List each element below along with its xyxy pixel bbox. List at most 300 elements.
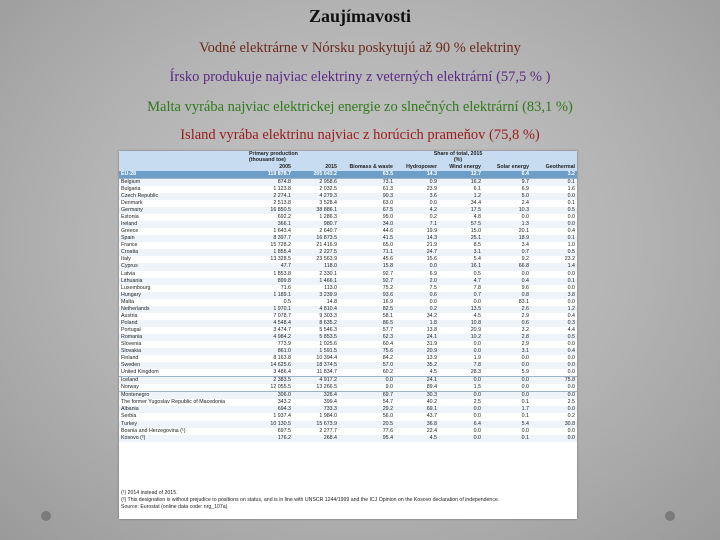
table-row xyxy=(119,435,577,442)
table-row xyxy=(119,399,577,406)
value-cell: 980.7 xyxy=(293,221,339,228)
column-header: 2005 xyxy=(247,164,293,171)
fact-iceland: Island vyrába elektrinu najviac z horúcich prameňov (75,8 %) xyxy=(180,127,540,143)
value-cell: 13 266.5 xyxy=(316,384,338,391)
value-cell: 4.8 xyxy=(473,214,482,221)
value-cell: 1 643.4 xyxy=(273,228,291,235)
table-row xyxy=(119,299,577,306)
country-cell: Finland xyxy=(121,355,139,362)
renewable-energy-table-image xyxy=(119,151,577,519)
value-cell: 118.0 xyxy=(293,263,339,270)
table-row xyxy=(119,406,577,413)
value-cell: 0.3 xyxy=(531,320,577,327)
country-cell: Iceland xyxy=(119,377,247,385)
value-cell: 205 043.2 xyxy=(293,171,339,179)
value-cell: 692.2 xyxy=(277,214,291,221)
country-cell: Malta xyxy=(121,298,134,305)
value-cell: 4.2 xyxy=(395,207,439,214)
value-cell: 1 855.4 xyxy=(247,249,293,256)
value-cell: 10 394.4 xyxy=(316,355,338,362)
value-cell: 1 970.1 xyxy=(247,306,293,313)
value-cell: 0.0 xyxy=(531,193,577,200)
value-cell: 0.5 xyxy=(531,207,577,214)
value-cell: 14 625.6 xyxy=(247,362,293,369)
value-cell: 6.9 xyxy=(521,185,530,192)
value-cell: 77.6 xyxy=(382,427,394,434)
value-cell: 15.6 xyxy=(426,256,438,263)
country-cell: EU-28 xyxy=(119,171,247,179)
value-cell: 1 123.8 xyxy=(273,185,291,192)
value-cell: 19.9 xyxy=(426,228,438,235)
value-cell: 2.9 xyxy=(521,340,530,347)
country-cell: Latvia xyxy=(121,270,136,277)
value-cell: 0.1 xyxy=(531,278,577,285)
value-cell: 1 853.8 xyxy=(273,270,291,277)
country-cell: Sweden xyxy=(119,362,247,369)
fact-norway: Vodné elektrárne v Nórsku poskytujú až 90 % elektriny xyxy=(199,40,521,56)
value-cell: 22.4 xyxy=(426,427,438,434)
table-row xyxy=(119,207,577,214)
value-cell: 7.5 xyxy=(429,284,438,291)
value-cell: 306.0 xyxy=(247,392,293,400)
value-cell: 24.1 xyxy=(395,334,439,341)
value-cell: 0.0 xyxy=(483,377,531,385)
value-cell: 16.1 xyxy=(439,263,483,270)
value-cell: 0.0 xyxy=(483,362,531,369)
column-header: Hydropower xyxy=(395,164,439,171)
value-cell: 82.5 xyxy=(339,306,395,313)
value-cell: 20.9 xyxy=(470,326,482,333)
column-header: Wind energy xyxy=(439,164,483,171)
table-notes xyxy=(121,490,499,512)
value-cell: 366.1 xyxy=(247,221,293,228)
value-cell: 16.2 xyxy=(439,178,483,186)
value-cell: 1 286.3 xyxy=(319,214,338,221)
value-cell: 75.6 xyxy=(339,348,395,355)
note-1: (¹) 2014 instead of 2015. xyxy=(121,490,178,496)
value-cell: 0.2 xyxy=(429,214,438,221)
table-row xyxy=(119,171,577,179)
value-cell: 874.8 xyxy=(247,178,293,186)
table-row xyxy=(119,249,577,256)
value-cell: 30.8 xyxy=(531,421,577,428)
value-cell: 1.8 xyxy=(395,320,439,327)
value-cell: 0.0 xyxy=(567,427,576,434)
value-cell: 0.0 xyxy=(567,214,576,221)
country-cell: Germany xyxy=(119,207,247,214)
country-cell: France xyxy=(121,242,138,249)
value-cell: 23 563.9 xyxy=(316,256,338,263)
country-cell: Bulgaria xyxy=(121,185,141,192)
value-cell: 16 850.5 xyxy=(247,207,293,214)
table-row xyxy=(119,221,577,228)
value-cell: 18 374.5 xyxy=(293,362,339,369)
value-cell: 0.0 xyxy=(339,377,395,385)
value-cell: 0.0 xyxy=(521,384,530,391)
value-cell: 4.4 xyxy=(567,326,576,333)
value-cell: 0.0 xyxy=(473,427,482,434)
value-cell: 38 886.1 xyxy=(293,207,339,214)
country-cell: Bosnia and Herzegovina (¹) xyxy=(121,427,186,434)
value-cell: 2.4 xyxy=(521,200,530,207)
note-2: (²) This designation is without prejudice to positions on status, and is in line with UNSCR 1244/1999 and the ICJ Opinion on the Kosovo declaration of independence. xyxy=(121,497,500,504)
country-cell: Turkey xyxy=(119,421,247,428)
value-cell: 0.0 xyxy=(531,406,577,413)
table-row xyxy=(119,193,577,200)
value-cell: 773.9 xyxy=(277,340,291,347)
value-cell: 0.1 xyxy=(531,235,577,242)
value-cell: 86.5 xyxy=(339,320,395,327)
value-cell: 20.1 xyxy=(518,228,530,235)
value-cell: 67.5 xyxy=(339,207,395,214)
value-cell: 0.4 xyxy=(483,278,531,285)
value-cell: 10.8 xyxy=(439,320,483,327)
fact-ireland: Írsko produkuje najviac elektriny z veterných elektrární (57,5 % ) xyxy=(169,69,551,85)
value-cell: 0.4 xyxy=(567,312,576,319)
value-cell: 92.7 xyxy=(339,278,395,285)
value-cell: 9 303.3 xyxy=(319,312,338,319)
value-cell: 1 984.0 xyxy=(319,413,338,420)
value-cell: 90.3 xyxy=(339,193,395,200)
table-row xyxy=(119,369,577,377)
value-cell: 0.0 xyxy=(531,392,577,400)
value-cell: 5.4 xyxy=(483,421,531,428)
value-cell: 4 984.2 xyxy=(247,334,293,341)
value-cell: 71.1 xyxy=(339,249,395,256)
value-cell: 326.4 xyxy=(293,392,339,400)
value-cell: 95.4 xyxy=(339,435,395,442)
table-row xyxy=(119,341,577,348)
value-cell: 3.1 xyxy=(483,348,531,355)
value-cell: 6.4 xyxy=(483,171,531,179)
value-cell: 8 397.7 xyxy=(247,235,293,242)
value-cell: 0.0 xyxy=(521,214,530,221)
value-cell: 0.8 xyxy=(483,292,531,299)
value-cell: 84.2 xyxy=(382,355,394,362)
value-cell: 2 513.8 xyxy=(273,200,291,207)
table-row xyxy=(119,256,577,263)
table-row xyxy=(119,228,577,235)
country-cell: United Kingdom xyxy=(121,369,159,376)
value-cell: 0.7 xyxy=(439,292,483,299)
value-cell: 0.0 xyxy=(439,406,483,413)
value-cell: 35.2 xyxy=(395,362,439,369)
column-header: Geothermal xyxy=(531,164,577,171)
value-cell: 2 277.7 xyxy=(319,427,338,434)
country-cell: Belgium xyxy=(119,178,247,186)
value-cell: 63.0 xyxy=(382,200,394,207)
value-cell: 24.1 xyxy=(395,377,439,385)
value-cell: 13 328.5 xyxy=(270,256,291,263)
country-cell: Portugal xyxy=(121,326,141,333)
value-cell: 66.8 xyxy=(483,263,531,270)
value-cell: 0.0 xyxy=(473,340,482,347)
table-row xyxy=(119,292,577,299)
value-cell: 20.9 xyxy=(395,348,439,355)
value-cell: 0.0 xyxy=(567,340,576,347)
value-cell: 2 227.5 xyxy=(293,249,339,256)
value-cell: 5.9 xyxy=(521,369,530,376)
value-cell: 40.2 xyxy=(426,399,438,406)
value-cell: 119 878.7 xyxy=(247,171,293,179)
value-cell: 4.5 xyxy=(395,435,439,442)
table-row xyxy=(119,200,577,207)
value-cell: 2 032.5 xyxy=(319,185,338,192)
table-row xyxy=(119,214,577,221)
column-header: Solar energy xyxy=(483,164,531,171)
value-cell: 113.0 xyxy=(324,284,338,291)
value-cell: 1.3 xyxy=(483,221,531,228)
value-cell: 4 917.2 xyxy=(293,377,339,385)
table-row xyxy=(119,348,577,355)
value-cell: 21 416.9 xyxy=(316,242,338,249)
country-cell: Denmark xyxy=(121,200,143,207)
country-cell: Ireland xyxy=(119,221,247,228)
value-cell: 3.1 xyxy=(439,249,483,256)
table-row xyxy=(119,186,577,193)
country-cell: Slovenia xyxy=(121,340,142,347)
table-body xyxy=(119,171,577,442)
value-cell: 15.0 xyxy=(470,228,482,235)
value-cell: 0.0 xyxy=(395,263,439,270)
slide-bullet-dot-right xyxy=(665,511,675,521)
value-cell: 25.1 xyxy=(439,235,483,242)
table-row xyxy=(119,334,577,341)
country-cell: Hungary xyxy=(119,292,247,299)
value-cell: 31.9 xyxy=(426,340,438,347)
value-cell: 4 279.3 xyxy=(293,193,339,200)
value-cell: 16 873.5 xyxy=(293,235,339,242)
value-cell: 899.8 xyxy=(247,278,293,285)
country-cell: Poland xyxy=(119,320,247,327)
table-row xyxy=(119,362,577,369)
value-cell: 8.5 xyxy=(473,242,482,249)
value-cell: 36.8 xyxy=(395,421,439,428)
table-row xyxy=(119,235,577,242)
value-cell: 343.2 xyxy=(277,399,291,406)
table-header-blank xyxy=(119,151,247,164)
table-row xyxy=(119,428,577,435)
table-row xyxy=(119,377,577,385)
value-cell: 0.0 xyxy=(531,362,577,369)
table-row xyxy=(119,278,577,285)
value-cell: 57.5 xyxy=(439,221,483,228)
value-cell: 12.7 xyxy=(439,171,483,179)
value-cell: 2.6 xyxy=(483,306,531,313)
value-cell: 1.9 xyxy=(473,355,482,362)
value-cell: 1.6 xyxy=(567,185,576,192)
value-cell: 2.8 xyxy=(483,334,531,341)
value-cell: 7.8 xyxy=(473,284,482,291)
country-cell: Estonia xyxy=(121,214,139,221)
value-cell: 0.0 xyxy=(429,200,438,207)
value-cell: 24.7 xyxy=(395,249,439,256)
value-cell: 44.6 xyxy=(382,228,394,235)
slide-bullet-dot-left xyxy=(41,511,51,521)
value-cell: 0.5 xyxy=(531,249,577,256)
value-cell: 0.0 xyxy=(473,298,482,305)
country-cell: Greece xyxy=(121,228,139,235)
country-cell: Romania xyxy=(119,334,247,341)
value-cell: 5 853.5 xyxy=(293,334,339,341)
value-cell: 0.0 xyxy=(531,221,577,228)
country-cell: Norway xyxy=(121,384,139,391)
value-cell: 9.7 xyxy=(483,178,531,186)
value-cell: 2.9 xyxy=(521,312,530,319)
value-cell: 694.3 xyxy=(247,406,293,413)
value-cell: 12 055.5 xyxy=(270,384,291,391)
value-cell: 15.8 xyxy=(339,263,395,270)
value-cell: 0.0 xyxy=(439,435,483,442)
country-cell: Austria xyxy=(121,312,138,319)
value-cell: 95.0 xyxy=(382,214,394,221)
value-cell: 2.5 xyxy=(473,399,482,406)
value-cell: 75.8 xyxy=(531,377,577,385)
country-cell: Netherlands xyxy=(119,306,247,313)
value-cell: 3 239.9 xyxy=(293,292,339,299)
value-cell: 10 130.5 xyxy=(247,421,293,428)
value-cell: 7.8 xyxy=(439,362,483,369)
value-cell: 268.4 xyxy=(293,435,339,442)
value-cell: 3.6 xyxy=(395,193,439,200)
value-cell: 61.3 xyxy=(382,185,394,192)
header-primary-production: Primary production (thousand toe) xyxy=(247,151,339,164)
value-cell: 60.4 xyxy=(382,340,394,347)
value-cell: 54.7 xyxy=(382,399,394,406)
value-cell: 6.1 xyxy=(473,185,482,192)
value-cell: 0.1 xyxy=(521,399,530,406)
value-cell: 75.2 xyxy=(382,284,394,291)
value-cell: 0.6 xyxy=(395,292,439,299)
header-share-of-total: Share of total, 2015 (%) xyxy=(339,151,577,164)
value-cell: 0.0 xyxy=(521,270,530,277)
value-cell: 14.8 xyxy=(326,298,338,305)
value-cell: 1.2 xyxy=(439,193,483,200)
value-cell: 13.8 xyxy=(426,326,438,333)
value-cell: 4.7 xyxy=(439,278,483,285)
value-cell: 14.3 xyxy=(395,235,439,242)
value-cell: 93.6 xyxy=(339,292,395,299)
country-cell: The former Yugoslav Republic of Macedonia xyxy=(121,399,226,406)
value-cell: 0.7 xyxy=(483,249,531,256)
table-row xyxy=(119,242,577,249)
value-cell: 5 546.3 xyxy=(319,326,338,333)
value-cell: 0.0 xyxy=(473,413,482,420)
value-cell: 861.0 xyxy=(247,348,293,355)
value-cell: 0.0 xyxy=(439,348,483,355)
value-cell: 3.8 xyxy=(531,292,577,299)
column-header xyxy=(119,164,247,171)
value-cell: 0.0 xyxy=(567,298,576,305)
value-cell: 10.2 xyxy=(439,334,483,341)
value-cell: 2 640.7 xyxy=(319,228,338,235)
value-cell: 63.5 xyxy=(339,171,395,179)
value-cell: 0.6 xyxy=(483,320,531,327)
table-row xyxy=(119,306,577,313)
value-cell: 2 383.5 xyxy=(247,377,293,385)
table-row xyxy=(119,271,577,278)
value-cell: 2.5 xyxy=(567,399,576,406)
value-cell: 29.2 xyxy=(339,406,395,413)
value-cell: 92.7 xyxy=(382,270,394,277)
value-cell: 0.0 xyxy=(521,427,530,434)
value-cell: 62.3 xyxy=(339,334,395,341)
value-cell: 6.9 xyxy=(429,270,438,277)
value-cell: 1.0 xyxy=(567,242,576,249)
table-row xyxy=(119,178,577,186)
value-cell: 399.4 xyxy=(323,399,338,406)
country-cell: Italy xyxy=(121,256,131,263)
country-cell: Albania xyxy=(119,406,247,413)
value-cell: 56.0 xyxy=(382,413,394,420)
value-cell: 733.3 xyxy=(293,406,339,413)
value-cell: 0.1 xyxy=(483,435,531,442)
value-cell: 13.9 xyxy=(426,355,438,362)
value-cell: 4 810.4 xyxy=(293,306,339,313)
value-cell: 4 548.4 xyxy=(247,320,293,327)
value-cell: 34.2 xyxy=(426,312,438,319)
table-row xyxy=(119,355,577,362)
value-cell: 0.0 xyxy=(567,369,576,376)
value-cell: 1.7 xyxy=(483,406,531,413)
value-cell: 0.5 xyxy=(531,334,577,341)
value-cell: 0.9 xyxy=(395,178,439,186)
country-cell: Spain xyxy=(119,235,247,242)
table-row xyxy=(119,263,577,270)
value-cell: 71.6 xyxy=(280,284,291,291)
value-cell: 0.5 xyxy=(283,298,291,305)
value-cell: 14.3 xyxy=(395,171,439,179)
value-cell: 17.5 xyxy=(439,207,483,214)
value-cell: 43.7 xyxy=(426,413,438,420)
country-cell: Serbia xyxy=(121,413,137,420)
value-cell: 2 274.1 xyxy=(247,193,293,200)
value-cell: 1 591.5 xyxy=(293,348,339,355)
table-row xyxy=(119,327,577,334)
value-cell: 697.5 xyxy=(277,427,291,434)
value-cell: 73.1 xyxy=(339,178,395,186)
table-row xyxy=(119,285,577,292)
country-cell: Czech Republic xyxy=(119,193,247,200)
value-cell: 10.3 xyxy=(483,207,531,214)
fact-malta: Malta vyrába najviac elektrickej energie zo slnečných elektrární (83,1 %) xyxy=(147,99,573,115)
value-cell: 1 189.1 xyxy=(247,292,293,299)
country-cell: Luxembourg xyxy=(121,284,151,291)
value-cell: 23.2 xyxy=(564,256,576,263)
column-header: 2015 xyxy=(293,164,339,171)
value-cell: 3 474.7 xyxy=(273,326,291,333)
value-cell: 0.0 xyxy=(439,377,483,385)
value-cell: 16.9 xyxy=(382,298,394,305)
value-cell: 0.4 xyxy=(567,228,576,235)
country-cell: Kosovo (²) xyxy=(119,435,247,442)
column-header-row xyxy=(119,164,577,171)
table-row xyxy=(119,421,577,428)
value-cell: 3.4 xyxy=(521,242,530,249)
value-cell: 0.1 xyxy=(531,178,577,186)
value-cell: 1 025.6 xyxy=(319,340,338,347)
value-cell: 0.2 xyxy=(567,413,576,420)
value-cell: 58.1 xyxy=(382,312,394,319)
value-cell: 83.1 xyxy=(518,298,530,305)
value-cell: 0.4 xyxy=(531,348,577,355)
value-cell: 21.9 xyxy=(426,242,438,249)
value-cell: 6.4 xyxy=(439,421,483,428)
table-row xyxy=(119,313,577,320)
value-cell: 0.0 xyxy=(567,355,576,362)
value-cell: 0.0 xyxy=(429,298,438,305)
value-cell: 3 486.4 xyxy=(273,369,291,376)
